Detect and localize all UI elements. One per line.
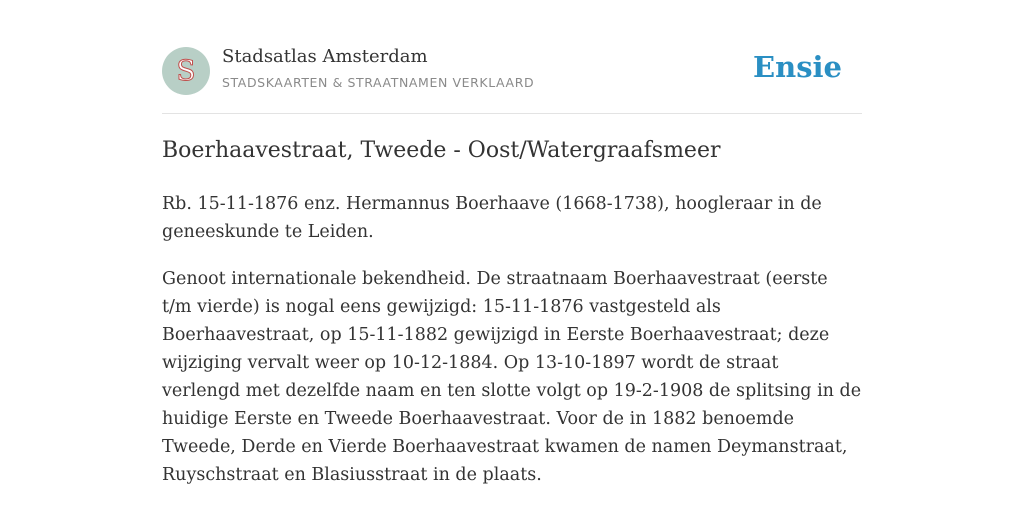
paragraph: Rb. 15-11-1876 enz. Hermannus Boerhaave (1668-1738), hoogleraar in de geneeskunde te Leiden. (162, 194, 822, 242)
entry-content (162, 190, 862, 508)
header-divider (162, 113, 862, 114)
ensie-logo-link[interactable]: Ensie (753, 50, 842, 84)
page-title: Boerhaavestraat, Tweede - Oost/Watergraafsmeer (162, 138, 721, 163)
site-title[interactable]: Stadsatlas Amsterdam (222, 46, 428, 67)
header (162, 46, 862, 96)
site-subtitle: STADSKAARTEN & STRAATNAMEN VERKLAARD (222, 75, 535, 90)
avatar[interactable]: S (162, 47, 210, 95)
paragraph: Genoot internationale bekendheid. De straatnaam Boerhaavestraat (eerste t/m vierde) is nogal eens gewijzigd: 15-11-1876 vastgesteld als Boerhaavestraat, op 15-11-1882 gewijzigd in Eerste Boerhaavestraat; deze wijziging vervalt weer op 10-12-1884. Op 13-10-1897 wordt de straat verlengd met dezelfde naam en ten slotte volgt op 19-2-1908 de splitsing in de huidige Eerste en Tweede Boerhaavestraat. Voor de in 1882 benoemde Tweede, Derde en Vierde Boerhaavestraat kwamen de namen Deymanstraat, Ruyschstraat en Blasiusstraat in de plaats. (162, 269, 862, 485)
